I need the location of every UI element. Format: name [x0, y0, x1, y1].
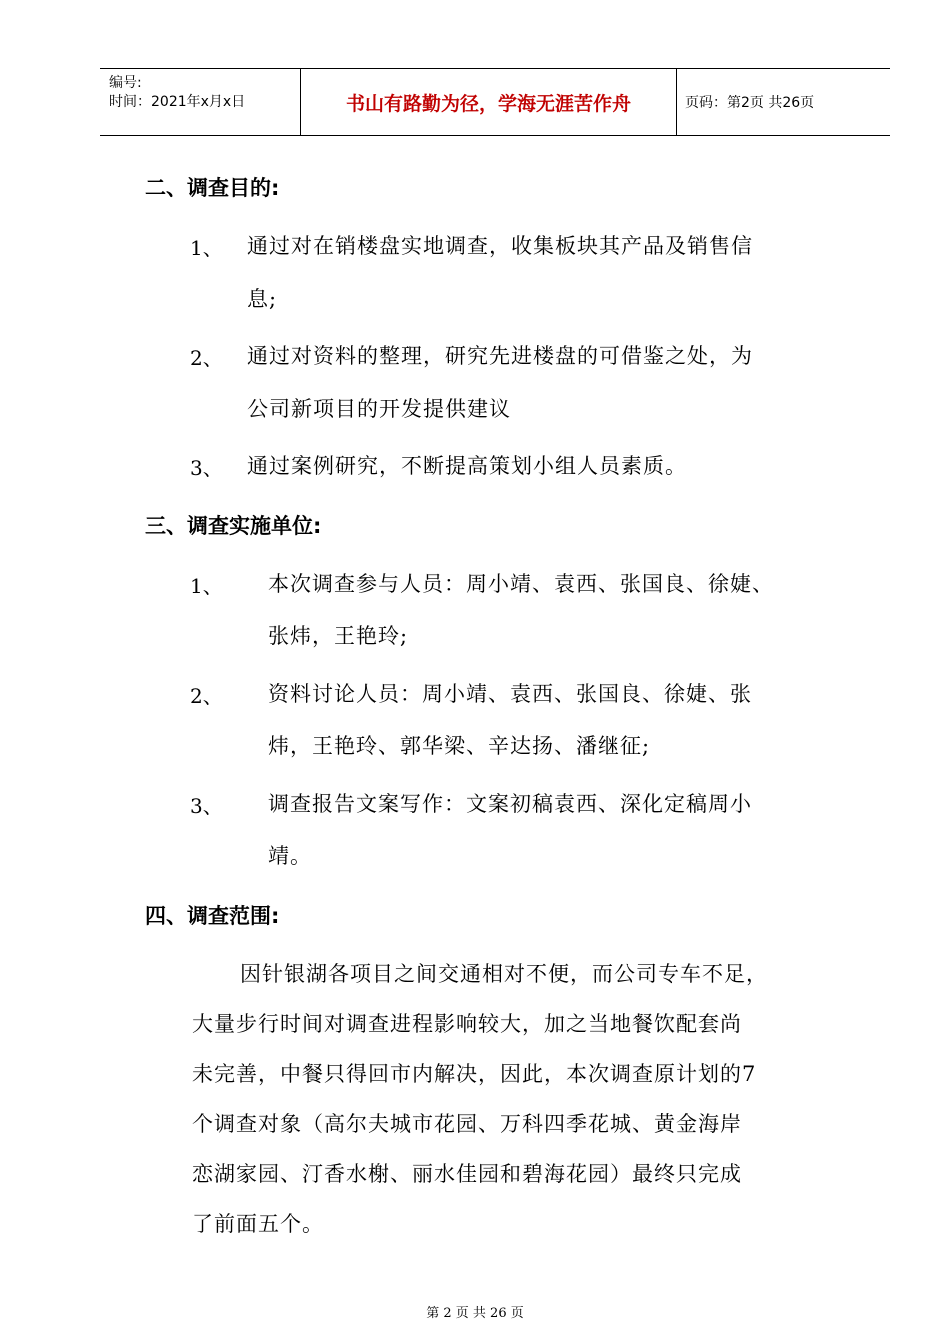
list-item-line: 通过对资料的整理，研究先进楼盘的可借鉴之处，为 — [247, 344, 753, 368]
paragraph-line: 因针银湖各项目之间交通相对不便，而公司专车不足， — [240, 962, 768, 986]
header-table — [100, 68, 890, 136]
list-item-line: 靖。 — [268, 844, 312, 868]
list-number: 3、 — [190, 456, 223, 480]
paragraph-line: 未完善，中餐只得回市内解决，因此，本次调查原计划的7 — [192, 1062, 757, 1086]
section-heading-units: 三、调查实施单位: — [145, 514, 322, 538]
list-item-line: 资料讨论人员：周小靖、袁西、张国良、徐婕、张 — [268, 682, 752, 706]
list-item-line: 通过案例研究，不断提高策划小组人员素质。 — [247, 454, 687, 478]
list-number: 1、 — [190, 236, 223, 260]
page-info: 页码：第2页 共26页 — [685, 95, 815, 111]
section-heading-purpose: 二、调查目的: — [145, 176, 280, 200]
list-item-line: 炜，王艳玲、郭华梁、辛达扬、潘继征; — [268, 734, 651, 758]
list-item-line: 息; — [247, 287, 278, 311]
time-label: 时间：2021年x月x日 — [109, 94, 246, 110]
section-heading-scope: 四、调查范围: — [145, 904, 280, 928]
list-item-line: 调查报告文案写作：文案初稿袁西、深化定稿周小 — [268, 792, 752, 816]
list-number: 3、 — [190, 794, 223, 818]
paragraph-line: 个调查对象（高尔夫城市花园、万科四季花城、黄金海岸 — [192, 1112, 742, 1136]
list-item-line: 本次调查参与人员：周小靖、袁西、张国良、徐婕、 — [268, 572, 774, 596]
list-item-line: 通过对在销楼盘实地调查，收集板块其产品及销售信 — [247, 234, 753, 258]
list-number: 2、 — [190, 346, 223, 370]
list-item-line: 张炜，王艳玲; — [268, 624, 409, 648]
list-item-line: 公司新项目的开发提供建议 — [247, 397, 511, 421]
motto: 书山有路勤为径，学海无涯苦作舟 — [301, 69, 677, 135]
paragraph-line: 大量步行时间对调查进程影响较大，加之当地餐饮配套尚 — [192, 1012, 742, 1036]
header-left-cell — [100, 69, 301, 135]
page-footer: 第 2 页 共 26 页 — [426, 1306, 524, 1321]
paragraph-line: 了前面五个。 — [192, 1212, 324, 1236]
list-number: 2、 — [190, 684, 223, 708]
number-label: 编号: — [109, 75, 142, 91]
paragraph-line: 恋湖家园、汀香水榭、丽水佳园和碧海花园）最终只完成 — [192, 1162, 742, 1186]
list-number: 1、 — [190, 574, 223, 598]
